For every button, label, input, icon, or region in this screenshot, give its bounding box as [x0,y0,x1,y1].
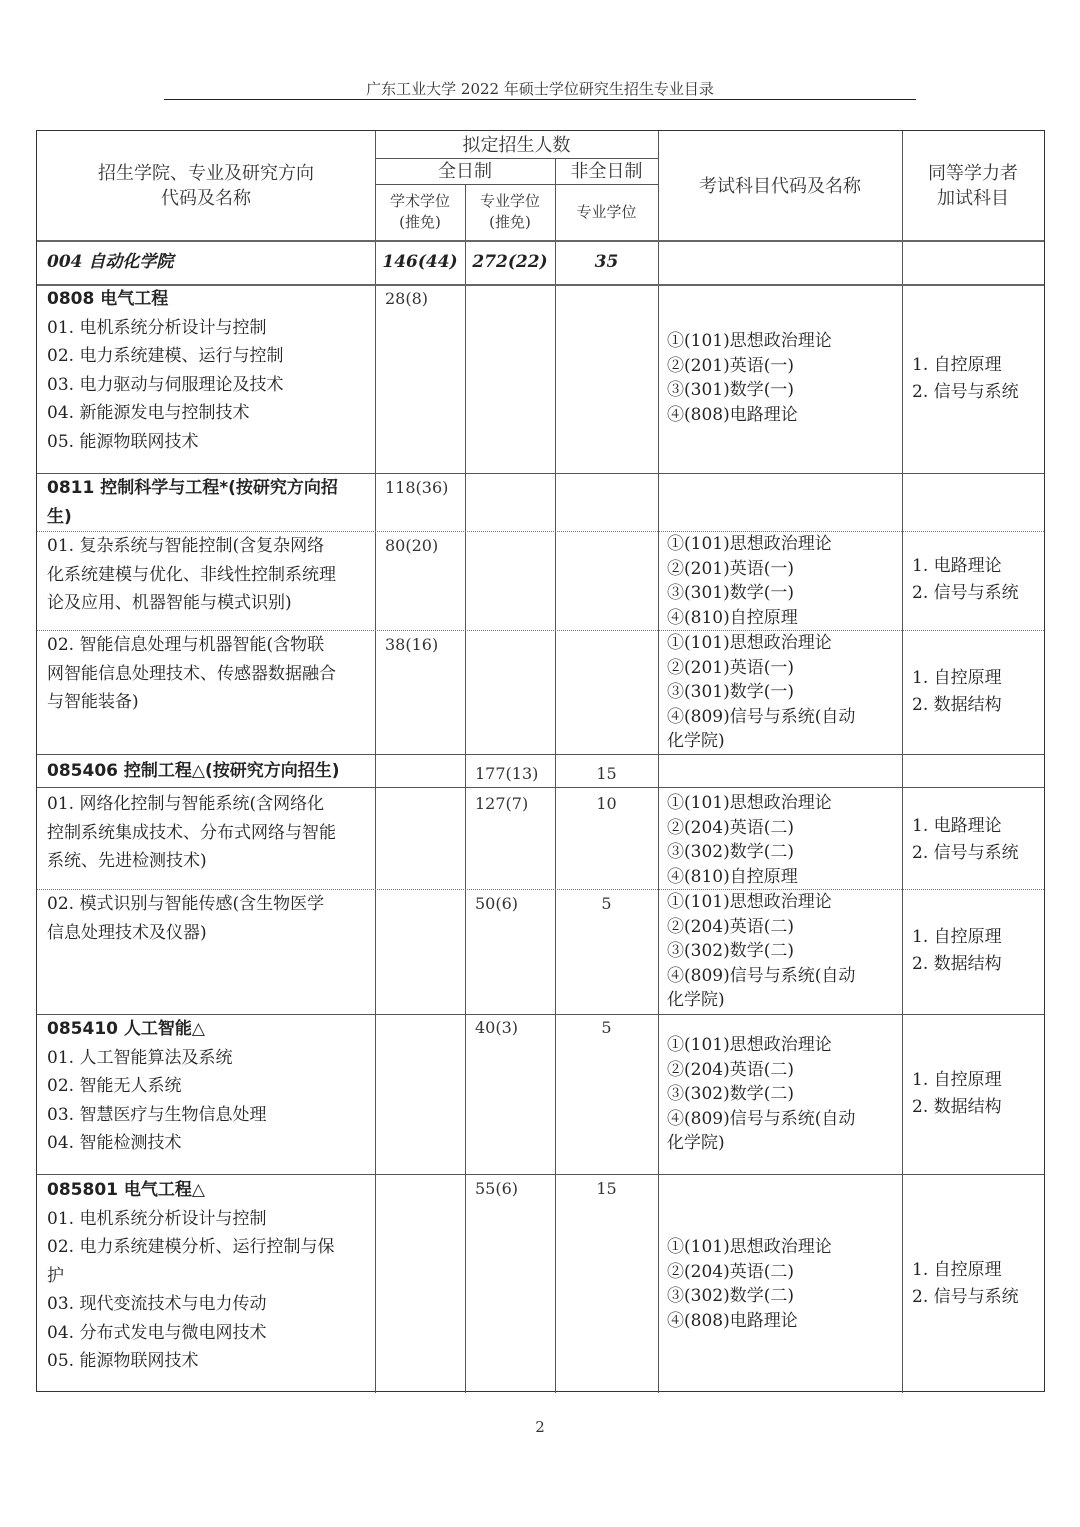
extra-subjects: 1. 自控原理 2. 数据结构 [912,927,1002,974]
college-name: 004 自动化学院 [47,252,174,272]
program-085410: 085410 人工智能△ 01. 人工智能算法及系统 02. 智能无人系统 03. 智慧医疗与生物信息处理 04. 智能检测技术 [47,1019,267,1153]
quota-academic: 80(20) [385,536,439,555]
quota-parttime: 15 [596,1179,617,1198]
exam-subjects: ①(101)思想政治理论 ②(204)英语(二) ③(302)数学(二) ④(810)自控原理 [667,793,832,887]
college-parttime: 35 [594,252,619,272]
program-title: 085406 控制工程△(按研究方向招生) [47,761,340,781]
quota-parttime: 15 [596,764,617,783]
exam-subjects: ①(101)思想政治理论 ②(201)英语(一) ③(301)数学(一) ④(808)电路理论 [667,331,832,425]
quota-academic: 118(36) [385,478,449,497]
program-title: 085801 电气工程△ [47,1180,205,1200]
col-divider-1 [375,131,376,1393]
running-head: 广东工业大学 2022 年硕士学位研究生招生专业目录 [366,80,714,98]
header-quota: 拟定招生人数 [462,135,571,156]
header-professional: 专业学位 (推免) [479,192,540,231]
extra-subjects: 1. 自控原理 2. 数据结构 [912,1070,1002,1117]
header-exam: 考试科目代码及名称 [699,176,861,197]
quota-academic: 28(8) [385,289,429,308]
quota-professional: 55(6) [475,1179,519,1198]
exam-subjects: ①(101)思想政治理论 ②(204)英语(二) ③(302)数学(二) ④(809)信号与系统(自动 化学院) [667,892,856,1010]
row-divider [37,1174,1044,1175]
quota-professional: 177(13) [475,764,539,783]
direction-0811-01: 01. 复杂系统与智能控制(含复杂网络 化系统建模与优化、非线性控制系统理 论及应用、机器智能与模式识别) [47,536,336,613]
admission-catalog-table [36,130,1045,1392]
row-divider [37,754,1044,755]
header-rule [164,99,916,100]
header-academic: 学术学位 (推免) [389,192,450,231]
extra-subjects: 1. 电路理论 2. 信号与系统 [912,816,1019,863]
exam-subjects: ①(101)思想政治理论 ②(201)英语(一) ③(301)数学(一) ④(810)自控原理 [667,534,832,628]
extra-subjects: 1. 自控原理 2. 信号与系统 [912,355,1019,402]
quota-parttime: 10 [596,794,617,813]
quota-professional: 40(3) [475,1018,519,1037]
program-085406 [47,757,375,786]
row-divider [37,787,1044,788]
exam-subjects: ①(101)思想政治理论 ②(204)英语(二) ③(302)数学(二) ④(809)信号与系统(自动 化学院) [667,1035,856,1153]
page-number: 2 [535,1418,545,1436]
program-title: 085410 人工智能△ [47,1019,205,1039]
college-academic: 146(44) [382,252,458,272]
quota-academic: 38(16) [385,635,439,654]
exam-subjects: ①(101)思想政治理论 ②(204)英语(二) ③(302)数学(二) ④(808)电路理论 [667,1237,832,1331]
col-divider-2 [465,185,466,1393]
quota-parttime: 5 [601,894,612,913]
extra-subjects: 1. 自控原理 2. 数据结构 [912,668,1002,715]
program-0811: 0811 控制科学与工程*(按研究方向招 生) [47,478,338,527]
college-professional: 272(22) [472,252,548,272]
row-divider [375,184,658,185]
direction-0811-02: 02. 智能信息处理与机器智能(含物联 网智能信息处理技术、传感器数据融合 与智能装备) [47,635,336,712]
direction-085406-01: 01. 网络化控制与智能系统(含网络化 控制系统集成技术、分布式网络与智能 系统、先进检测技术) [47,794,336,871]
header-parttime: 非全日制 [570,161,643,182]
quota-parttime: 5 [601,1018,612,1037]
exam-subjects: ①(101)思想政治理论 ②(201)英语(一) ③(301)数学(一) ④(809)信号与系统(自动 化学院) [667,633,856,751]
col-divider-4 [658,131,659,1393]
direction-085406-02: 02. 模式识别与智能传感(含生物医学 信息处理技术及仪器) [47,894,325,943]
header-extra: 同等学力者 加试科目 [928,163,1018,209]
program-title: 0811 控制科学与工程*(按研究方向招 [47,478,338,498]
program-085801: 085801 电气工程△ 01. 电机系统分析设计与控制 02. 电力系统建模分析、运行控制与保 护 03. 现代变流技术与电力传动 04. 分布式发电与微电网技术 05. 能源物联网技术 [47,1180,335,1371]
extra-subjects: 1. 电路理论 2. 信号与系统 [912,556,1019,603]
quota-professional: 50(6) [475,894,519,913]
quota-professional: 127(7) [475,794,529,813]
header-col-program: 招生学院、专业及研究方向 代码及名称 [98,163,314,209]
extra-subjects: 1. 自控原理 2. 信号与系统 [912,1260,1019,1307]
program-title: 0808 电气工程 [47,289,169,309]
header-fulltime: 全日制 [438,161,492,182]
header-parttime-professional: 专业学位 [576,203,637,221]
program-0808: 0808 电气工程 01. 电机系统分析设计与控制 02. 电力系统建模、运行与控制 03. 电力驱动与伺服理论及技术 04. 新能源发电与控制技术 05. 能源物联网技术 [47,289,284,452]
col-divider-5 [902,131,903,1393]
